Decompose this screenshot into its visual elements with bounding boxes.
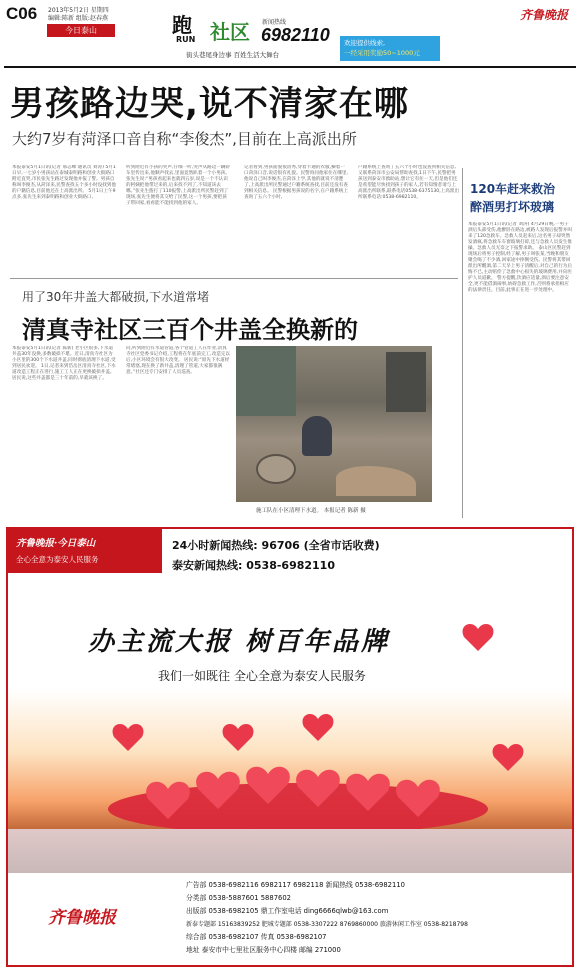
story2-col-2: 问,听到附近有水道管道,各个管道工人在作业,清真寺社区党委书记介绍,工程将在年底前完工,改造完以后,小区环境会有很大改变。 居民说:“原先下水道经常堵塞,现在换了新井盖,清理了管道,大家都很满意。”社区还专门安排了人员巡查。: [126, 346, 230, 375]
story2-photo: [236, 346, 432, 502]
hotline-number: 6982110: [261, 25, 330, 45]
ad-calligraphy: 办主流大报 树百年品牌: [88, 627, 391, 657]
story1-headline: 男孩路边哭,说不清家在哪: [10, 84, 409, 124]
ad-banner-slogan: 全心全意为泰安人民服务: [16, 555, 99, 564]
ad-contact-list: [186, 879, 570, 957]
sidebar-body: 本报泰安5月1日讯(记者 刘涛) 4月29日晚,一男子酒后头部受伤,他醉卧在路边,被路人发现后报警并叫来了120急救车。急救人员赶来后,这名男子却突然发酒疯,将急救车车窗玻璃打碎,还与急救人员发生推搡。急救人员无奈之下报警求助。 泰山区民警赶到现场后将男子控制,经了解,男子叫张某,当晚和朋友聚会喝了不少酒,回家途中摔倒受伤。民警将其带回派出所醒酒,第二天早上男子清醒后,对自己的行为后悔不已,主动赔偿了急救中心损失的玻璃费用,并向医护人员道歉。 警方提醒,饮酒应适量,酒后要注意安全,更不能借酒闹事,妨碍急救工作,否则将承担相应的法律责任。目前,此事正在进一步处理中。: [468, 222, 572, 293]
column-name: 社区: [210, 20, 250, 44]
reward-box: [340, 36, 440, 61]
hotline-label: 新闻热线: [262, 19, 287, 26]
ad-contact-line: 分类部 0538-5887601 5887602: [186, 894, 292, 902]
story2-col-1: 本报泰安5月1日讯(记者 陈新) 老小区很多,下水道井盖30年没换,多数破损不堪。近日,清真寺社区为小区里的300个下水道井盖,同时彻底清理下水道,受到居民欢迎。 1日,记者来到岱岳区清真寺社区,下水道改造工程正在进行,施工工人正在更换破损井盖。居民说,这些井盖都是三十年前的,早就该换了。: [12, 346, 116, 381]
column-subtitle: 街头巷尾身边事 百姓生活大舞台: [186, 51, 280, 59]
sidebar-headline-2: 醉酒男打坏玻璃: [470, 200, 555, 214]
brand-run-en: RUN: [176, 35, 196, 44]
issue-date: 2013年5月2日 星期四: [48, 7, 109, 14]
brand-run-char: 跑: [172, 13, 192, 37]
story2-kicker: 用了30年井盖大都破损,下水道常堵: [22, 290, 210, 304]
sidebar-headline-1: 120车赶来救治: [470, 182, 556, 196]
page-header: [0, 0, 580, 66]
story2-headline: 清真寺社区三百个井盖全换新的: [22, 316, 358, 344]
photo-rubble: [336, 466, 416, 496]
section-label: 今日泰山: [65, 26, 97, 35]
column-divider: [462, 168, 463, 518]
ad-section: [6, 527, 574, 967]
ad-hotline-taian: 泰安新闻热线: 0538-6982110: [172, 559, 335, 572]
reward-line-2: 一经采用奖励50~1000元: [344, 49, 420, 57]
ad-tagline: 我们一如既往 全心全意为泰安人民服务: [158, 669, 366, 683]
brand-logo-run: [172, 14, 212, 46]
ad-contact-line: 广告部 0538-6982116 6982117 6982118 新闻热线 0538-6982110: [186, 881, 405, 889]
heart-balloon: [493, 744, 524, 771]
story1-subhead: 大约7岁有菏泽口音自称“李俊杰”,目前在上高派出所: [12, 130, 357, 148]
ad-contact-line: 综合部 0538-6982107 传真 0538-6982107: [186, 933, 327, 941]
header-rule: [4, 66, 576, 68]
photo-doorway: [386, 352, 426, 412]
ad-hotline-24h: 24小时新闻热线: 96706 (全省市话收费): [172, 539, 380, 552]
ad-contact-line: 出版部 0538-6982105 鼎工作室电话 ding6666qlwb@163.com: [186, 907, 389, 915]
ad-water-reflection: [8, 829, 572, 873]
photo-worker: [302, 416, 332, 456]
reward-line-1: 欢迎提供线索,: [344, 39, 386, 47]
ad-banner-logo: 齐鲁晚报·今日泰山: [16, 538, 96, 549]
heart-balloon: [113, 724, 144, 751]
paper-masthead: 齐鲁晚报: [520, 8, 569, 22]
story1-body: [12, 165, 460, 265]
ad-contact-line: 新泰专题部 15163839252 肥城专题部 0538-3307222 8769860000 旅游休闲工作室 0538-8218798: [186, 921, 468, 928]
ad-contact-line: 地址 泰安市中七里社区服务中心四楼 邮编 271000: [186, 946, 341, 954]
story2-body: [12, 346, 234, 518]
ad-banner-logo-box: [8, 529, 162, 573]
heart-balloon: [223, 724, 254, 751]
ad-footer: [8, 873, 572, 965]
page-number: C06: [6, 4, 38, 23]
story2-photo-caption: 施工队在小区清理下水道。 本报记者 陈新 摄: [256, 508, 366, 514]
story1-col-1: 本报泰安5月1日讯(记者 邢志峰 通讯员 刘涛) 5月1日早,一七岁小男孩站在泰城泰明路和创业大街路口附近直哭,市民张先生路过发现他并报了警。男孩自称叫李俊杰,从菏泽来,民警查找五个多小时没找到他的户籍信息,目前他还在上高派出所。 5月1日上午9点多,张先生来到泰明路和创业大街路口,: [12, 165, 116, 200]
heart-balloon: [303, 714, 334, 741]
story1-col-3: 记者看到,男孩面貌很清秀,穿着卡通的衣服,操着一口菏泽口音,说话很有礼貌。民警询问他家住在哪里,他说自己叫李俊杰,在菏泽上学,其他的就说不清楚了,上高派出所民警通过户籍系统查找,目前还没有查到相关信息。 民警根据男孩说的名字,在户籍系统上查询了五六个小时,: [244, 165, 348, 200]
story-divider: [10, 278, 458, 279]
ad-footer-logo: 齐鲁晚报: [48, 908, 116, 928]
story1-col-4: 户籍系统上查询了五六个小时也没查到相关信息,又联系菏泽市公安局帮助查找,1日下午,民警把男孩送到泰安市救助站,想让它有住一天,但是他们还是希望能尽快找到孩子的家人,若有知情者请与上高派出所联系,联系电话0538-6375130,上高派出所联系电话:0538-6982110。: [358, 165, 460, 200]
editors-line: 编辑:陈新 组版:赵春燕: [48, 15, 108, 22]
heart-balloon: [463, 624, 494, 651]
ad-heart-balloons: [8, 609, 572, 849]
photo-manhole: [256, 454, 296, 484]
section-tab: [47, 24, 115, 37]
story1-col-2: 听到附近有小孩的哭声,仔细一听,哭声从路边一辆轿车里传出来,他顺声找去,里面竟然趴着一个小男孩。 张先生说:“男孩看起来也就四五岁,说是一个不认识的阿姨把他带过来的,后来找不到了,不知道该去哪。”张先生拨打了110报警,上高派出所民警赶到了现场,张先生便将其交给了民警,这一个男孩,要把孩子带回家,看看能不能找到他的家人。: [126, 165, 230, 206]
photo-building: [236, 346, 296, 416]
